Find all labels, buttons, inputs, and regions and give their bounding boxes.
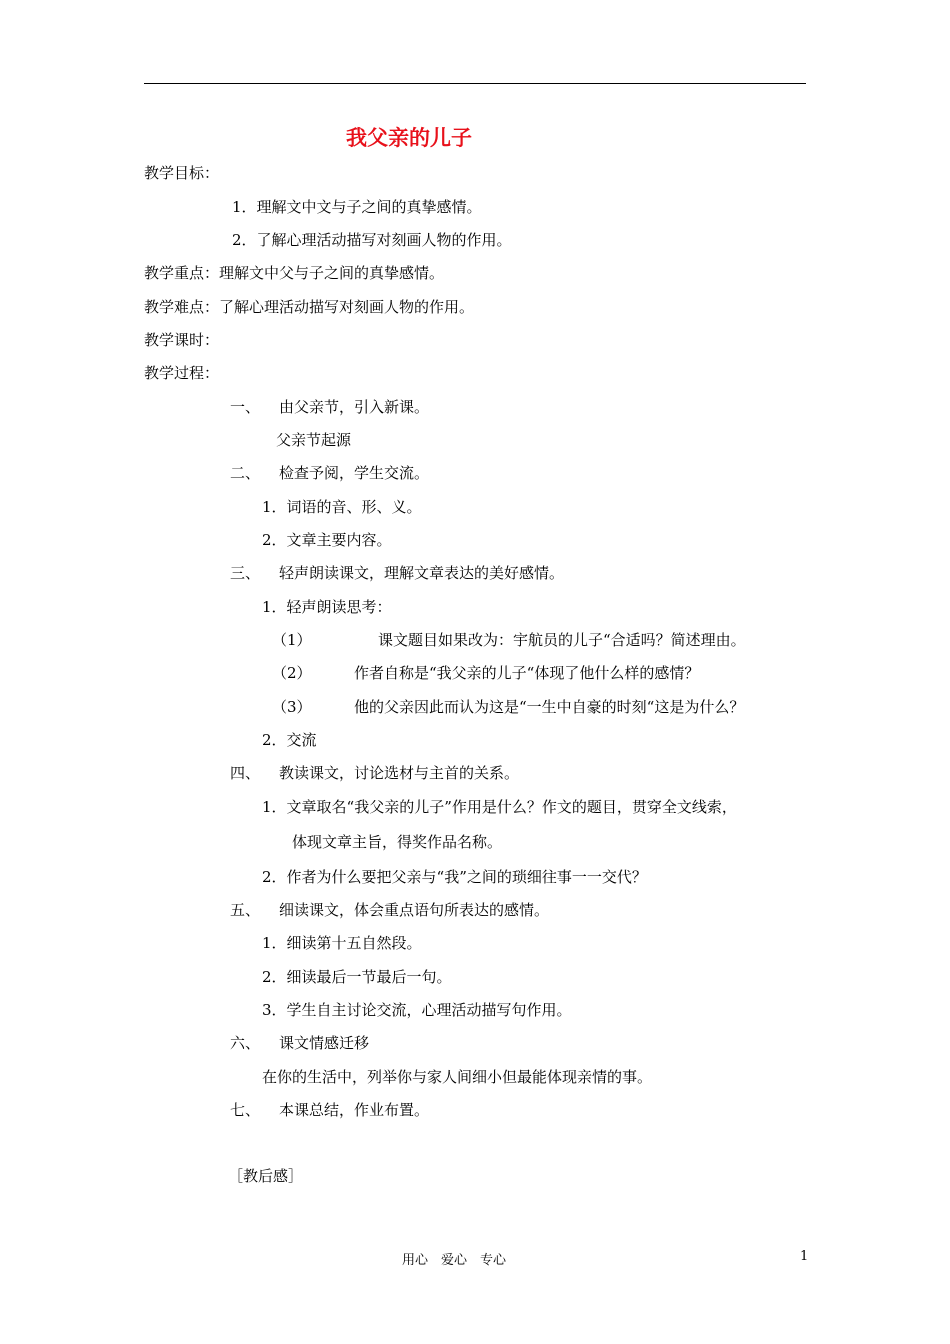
section-number: 七、 <box>230 1101 261 1119</box>
afterword-label: ［教后感］ <box>228 1167 304 1185</box>
question-number: （1） <box>272 631 312 649</box>
question-text: 他的父亲因此而认为这是“一生中自豪的时刻“这是为什么？ <box>354 698 745 716</box>
header-rule <box>144 83 806 84</box>
page-title: 我父亲的儿子 <box>346 125 472 150</box>
section-heading: 教读课文，讨论选材与主首的关系。 <box>279 764 520 782</box>
difficulty: 教学难点：了解心理活动描写对刻画人物的作用。 <box>144 298 475 316</box>
class-hours: 教学课时： <box>144 331 220 349</box>
section-heading: 由父亲节，引入新课。 <box>279 398 430 416</box>
section-heading: 检查予阅，学生交流。 <box>279 464 430 482</box>
list-item: 1．词语的音、形、义。 <box>262 498 422 516</box>
goals-label: 教学目标： <box>144 164 220 182</box>
question-text: 作者自称是“我父亲的儿子“体现了他什么样的感情？ <box>354 664 700 682</box>
list-item: 2．作者为什么要把父亲与“我”之间的琐细往事一一交代？ <box>262 868 647 886</box>
list-item-continuation: 体现文章主旨，得奖作品名称。 <box>292 833 503 851</box>
list-item: 1．轻声朗读思考： <box>262 598 392 616</box>
goal-item: 2．了解心理活动描写对刻画人物的作用。 <box>232 231 512 249</box>
section-heading: 本课总结，作业布置。 <box>279 1101 430 1119</box>
goal-item: 1．理解文中文与子之间的真挚感情。 <box>232 198 482 216</box>
process-label: 教学过程： <box>144 364 220 382</box>
section-number: 三、 <box>230 564 261 582</box>
question-number: （2） <box>272 664 312 682</box>
question-number: （3） <box>272 698 312 716</box>
section-number: 一、 <box>230 398 261 416</box>
section-heading: 细读课文，体会重点语句所表达的感情。 <box>279 901 550 919</box>
section-number: 六、 <box>230 1034 261 1052</box>
section-number: 四、 <box>230 764 261 782</box>
section-heading: 轻声朗读课文，理解文章表达的美好感情。 <box>279 564 565 582</box>
question-text: 课文题目如果改为：宇航员的儿子“合适吗？简述理由。 <box>378 631 746 649</box>
section-sub: 父亲节起源 <box>276 431 352 449</box>
list-item: 1．文章取名“我父亲的儿子”作用是什么？作文的题目，贯穿全文线索， <box>262 798 737 816</box>
list-item: 2．交流 <box>262 731 317 749</box>
list-item: 3．学生自主讨论交流，心理活动描写句作用。 <box>262 1001 572 1019</box>
list-item: 1．细读第十五自然段。 <box>262 934 422 952</box>
section-number: 五、 <box>230 901 261 919</box>
list-item: 2．细读最后一节最后一句。 <box>262 968 452 986</box>
page-number: 1 <box>800 1249 809 1264</box>
key-point: 教学重点：理解文中父与子之间的真挚感情。 <box>144 264 445 282</box>
section-number: 二、 <box>230 464 261 482</box>
section-heading: 课文情感迁移 <box>279 1034 370 1052</box>
footer-slogan: 用心 爱心 专心 <box>402 1253 507 1268</box>
list-item: 2．文章主要内容。 <box>262 531 392 549</box>
section-sub: 在你的生活中，列举你与家人间细小但最能体现亲情的事。 <box>262 1068 653 1086</box>
